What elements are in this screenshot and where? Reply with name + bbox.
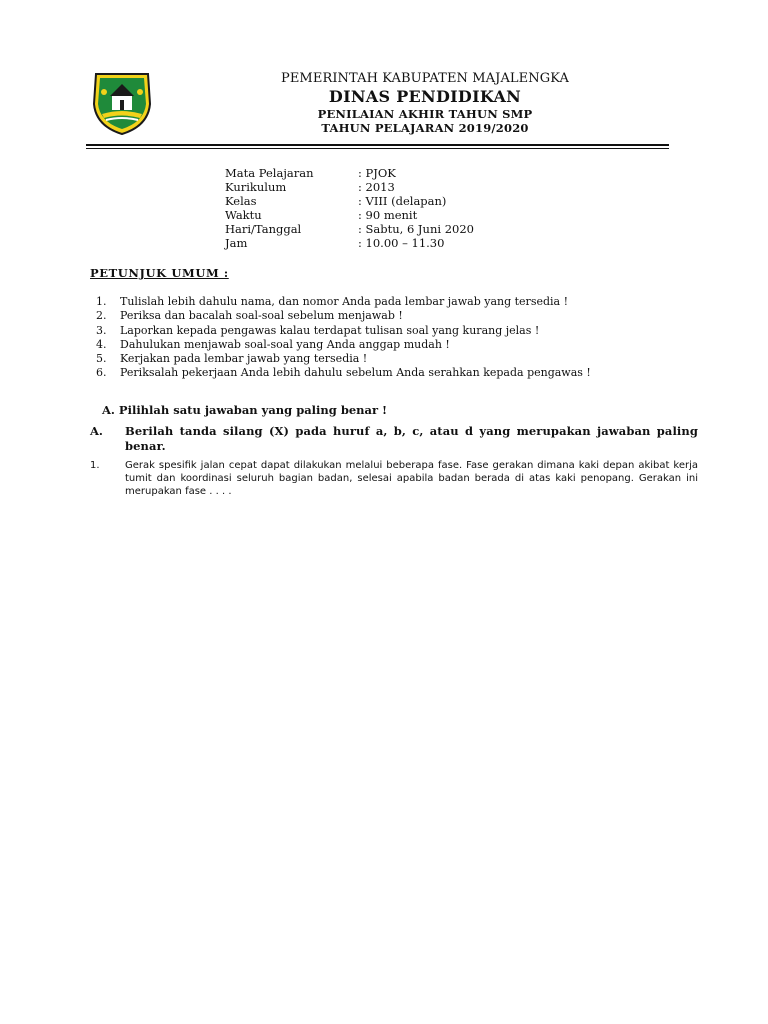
question-text: Gerak spesifik jalan cepat dapat dilakukan melalui beberapa fase. Fase gerakan dimana kaki depan akibat kerja tumit dan koordinasi seluruh bagian badan, selesai apabila badan berada di atas kaki penopang. Gerakan ini merupakan fase . . . . [125, 460, 698, 497]
list-item-text: Laporkan kepada pengawas kalau terdapat tulisan soal yang kurang jelas ! [120, 323, 540, 337]
list-item-number: 3. [96, 323, 107, 337]
list-item-text: Kerjakan pada lembar jawab yang tersedia ! [120, 352, 368, 366]
section-instruction [90, 424, 698, 453]
info-value: : Sabtu, 6 Juni 2020 [358, 222, 474, 236]
general-instructions-title: PETUNJUK UMUM : [90, 266, 229, 280]
header-divider [86, 144, 669, 149]
exam-title: PENILAIAN AKHIR TAHUN SMP [317, 107, 533, 121]
list-item-text: Periksalah pekerjaan Anda lebih dahulu sebelum Anda serahkan kepada pengawas ! [120, 366, 591, 380]
general-instructions-list [96, 295, 696, 381]
info-value: : PJOK [358, 166, 396, 180]
list-item-number: 2. [96, 309, 107, 323]
info-label: Jam [225, 236, 248, 250]
info-label: Kelas [225, 194, 257, 208]
info-row [225, 194, 474, 208]
info-label: Waktu [225, 208, 262, 222]
list-item [96, 352, 696, 366]
info-label: Mata Pelajaran [225, 166, 314, 180]
list-item [96, 324, 696, 338]
section-instruction-text: Berilah tanda silang (X) pada huruf a, b, c, atau d yang merupakan jawaban paling benar. [125, 424, 698, 453]
list-item-text: Dahulukan menjawab soal-soal yang Anda anggap mudah ! [120, 337, 450, 351]
list-item-number: 4. [96, 337, 107, 351]
info-value: : 10.00 – 11.30 [358, 236, 445, 250]
majalengka-regency-emblem-icon [90, 70, 154, 136]
list-item-text: Tulislah lebih dahulu nama, dan nomor Anda pada lembar jawab yang tersedia ! [120, 295, 569, 308]
question-number: 1. [90, 460, 100, 471]
list-item-number: 6. [96, 366, 107, 380]
list-item [96, 295, 696, 309]
exam-info-table [225, 166, 474, 250]
info-value: : 2013 [358, 180, 395, 194]
document-header [185, 71, 665, 135]
department-name: DINAS PENDIDIKAN [328, 87, 522, 106]
list-item-number: 5. [96, 352, 107, 366]
info-row [225, 166, 474, 180]
question-item [90, 459, 698, 498]
info-value: : 90 menit [358, 208, 418, 222]
info-label: Hari/Tanggal [225, 222, 302, 236]
list-item-text: Periksa dan bacalah soal-soal sebelum menjawab ! [120, 309, 403, 323]
info-row [225, 236, 474, 250]
info-value: : VIII (delapan) [358, 194, 447, 208]
academic-year: TAHUN PELAJARAN 2019/2020 [321, 121, 529, 135]
info-row [225, 208, 474, 222]
government-name: PEMERINTAH KABUPATEN MAJALENGKA [281, 71, 569, 86]
list-item [96, 309, 696, 323]
section-title: A. Pilihlah satu jawaban yang paling benar ! [102, 403, 388, 417]
info-row [225, 180, 474, 194]
list-item [96, 366, 696, 380]
info-row [225, 222, 474, 236]
list-item-number: 1. [96, 295, 107, 308]
info-label: Kurikulum [225, 180, 287, 194]
list-item [96, 338, 696, 352]
section-letter: A. [90, 424, 103, 438]
